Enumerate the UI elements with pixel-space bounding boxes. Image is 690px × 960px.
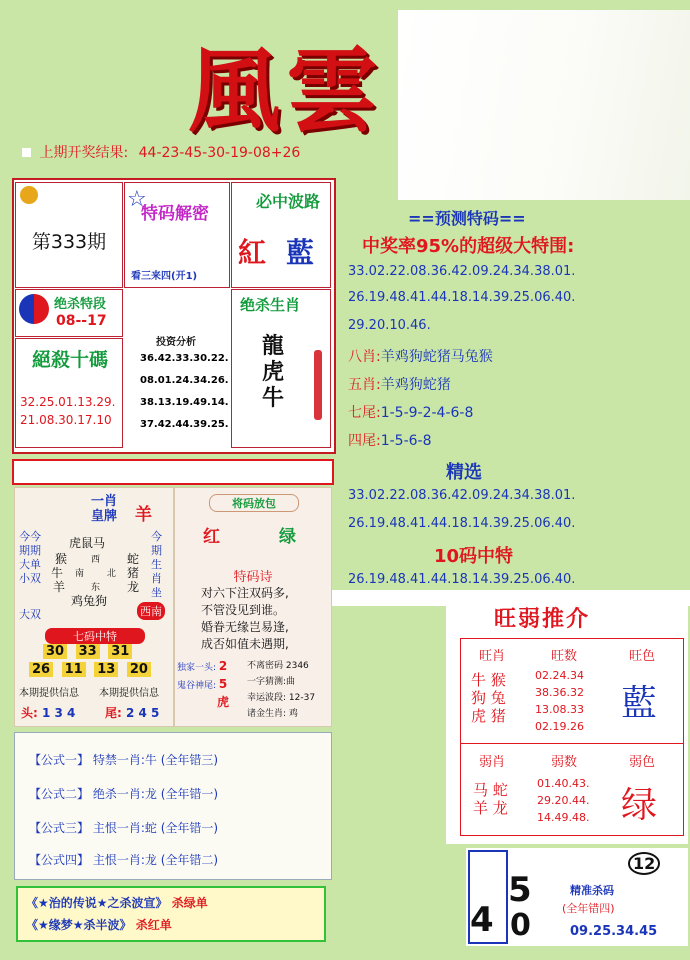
bullet-icon: [22, 148, 31, 157]
yixiao-left-1: 今今: [19, 530, 41, 543]
predict-row-3: 29.20.10.46.: [348, 318, 431, 333]
yixiao-block: [14, 487, 174, 727]
wang-nums: 02.24.34 38.36.32 13.08.33 02.19.26: [535, 669, 584, 733]
jiangma-right-1: 不离密码 2346: [247, 661, 309, 671]
jueshatd-title: 绝杀特段: [54, 297, 107, 312]
tm10-title: 10码中特: [434, 546, 514, 567]
wheel-l1: 猴: [55, 552, 68, 566]
ruo-header-3: 弱色: [629, 755, 656, 770]
shengxiao-animals: 龍虎牛: [262, 334, 285, 411]
ruo-animals: 马 蛇 羊 龙: [473, 781, 508, 817]
issue-badge-icon: [20, 186, 38, 204]
touzi-title: 投资分析: [156, 337, 196, 348]
jiangma-right: [247, 658, 315, 722]
yixiao-bottom-left: 大双: [19, 608, 41, 621]
bizhong-title: 必中波路: [256, 192, 321, 211]
predict-extra-4: 四尾:1-5-6-8: [348, 433, 432, 449]
result-numbers: 44-23-45-30-19-08+26: [138, 145, 301, 161]
wheel-r3: 龙: [127, 580, 140, 594]
wangruo-divider: [461, 743, 683, 744]
touzi-row-3: 38.13.19.49.14.: [140, 397, 229, 408]
bottom-box: [16, 886, 326, 942]
yixiao-right-3: 生: [151, 558, 162, 571]
shima-row-1: 32.25.01.13.29.: [20, 395, 116, 409]
shengxiao-cell: [231, 289, 331, 448]
predict-extra-1: 八肖:羊鸡狗蛇猪马兔猴: [348, 349, 493, 365]
bottom-line-1: 《★治的传说★之杀波宣》 杀绿单: [26, 896, 208, 910]
tou-label: 头:: [21, 706, 38, 720]
qima-title: 七码中特: [45, 628, 145, 644]
touzi-row-1: 36.42.33.30.22.: [140, 353, 229, 364]
poem-line-3: 婚眷无缘岂易逢,: [201, 620, 289, 634]
shima-cell: [15, 338, 123, 448]
predict-subtitle: 中奖率95%的超级大特围:: [362, 236, 575, 257]
qima-row-1: [43, 644, 132, 659]
wang-animals: 牛 猴 狗 兔 虎 猪: [471, 671, 506, 725]
qima-row-2: [29, 662, 151, 677]
ruo-header-1: 弱肖: [479, 755, 506, 770]
jiangma-right-4: 诸金生肖: 鸡: [247, 709, 298, 719]
jingzhun-nums: 09.25.34.45: [570, 924, 658, 939]
predict-row-1: 33.02.22.08.36.42.09.24.34.38.01.: [348, 264, 576, 279]
yixiao-right-1: 今: [151, 530, 162, 543]
wheel-l3: 羊: [53, 580, 66, 594]
jiangma-right-3: 幸运波段: 12-37: [247, 693, 316, 703]
jiangma-left-2: 鬼谷神尾: 5: [177, 677, 228, 691]
yixiao-left-2: 期期: [19, 544, 41, 557]
bizhong-red: 紅: [238, 236, 267, 269]
jiangma-right-2: 一字猜测:曲: [247, 677, 296, 687]
formula-block: [14, 732, 332, 880]
wang-header-2: 旺数: [551, 649, 578, 664]
result-bar: [22, 142, 300, 162]
decor-smear: [398, 10, 690, 200]
qima-num: 26: [29, 662, 53, 677]
tema-hint: 看三来四(开1): [131, 271, 198, 282]
wang-header-1: 旺肖: [479, 649, 506, 664]
jingzhun-note: (全年错四): [562, 902, 615, 915]
wangruo-table: [460, 638, 684, 836]
big-digit-1: 5: [508, 870, 532, 910]
poem-title: 特码诗: [233, 570, 273, 585]
qima-num: 11: [62, 662, 86, 677]
jx-row-1: 33.02.22.08.36.42.09.24.34.38.01.: [348, 488, 576, 503]
wheel-bottom: 鸡兔狗: [71, 594, 108, 608]
bottom-line-2: 《★缘梦★杀半波》 杀红单: [26, 918, 172, 932]
star-icon: ☆: [127, 187, 147, 212]
qima-num: 33: [76, 644, 100, 659]
touzi-row-2: 08.01.24.34.26.: [140, 375, 229, 386]
ruo-header-2: 弱数: [551, 755, 578, 770]
poem-line-2: 不管没见到谁。: [201, 603, 286, 617]
jueshatd-value: 08--17: [56, 313, 107, 329]
yixiao-bottom-right: 西南: [137, 602, 165, 620]
lantern-icon: [314, 350, 322, 420]
predict-title: ==预测特码==: [408, 209, 526, 228]
wheel-l2: 牛: [51, 566, 64, 580]
wheel-r1: 蛇: [127, 552, 140, 566]
qima-num: 31: [108, 644, 132, 659]
wheel-south: 南: [75, 569, 85, 579]
tou-info: [21, 704, 75, 721]
yixiao-left-col: [19, 530, 41, 586]
yixiao-right-2: 期: [151, 544, 162, 557]
yixiao-title: 一肖皇牌: [91, 494, 118, 524]
jiangma-green: 绿: [279, 527, 296, 547]
ruo-color: 绿: [621, 785, 658, 826]
jingzhun-title: 精准杀码: [570, 884, 614, 897]
shengxiao-title: 绝杀生肖: [240, 296, 301, 314]
bizhong-blue: 藍: [286, 236, 315, 269]
yixiao-wheel: [49, 534, 145, 606]
tou-value: 1 3 4: [42, 706, 76, 720]
formula-row-4: 【公式四】 主恨一肖:龙 (全年错二): [29, 853, 219, 867]
wheel-top: 虎鼠马: [69, 536, 106, 550]
wheel-north: 北: [107, 569, 117, 579]
wang-header-3: 旺色: [629, 649, 656, 664]
qima-num: 13: [94, 662, 118, 677]
wei-info: [105, 704, 159, 721]
jiangma-left: [177, 658, 229, 712]
yixiao-right-col: [151, 530, 162, 600]
poem-line-1: 对六下注双码多,: [201, 586, 289, 600]
tm10-row: 26.19.48.41.44.18.14.39.25.06.40.: [348, 572, 576, 587]
shima-title: 絕殺十碼: [32, 349, 109, 371]
yixiao-right-4: 肖: [151, 572, 162, 585]
wei-label: 尾:: [105, 706, 122, 720]
issue-cell: [15, 182, 123, 288]
jiangma-left-1: 独家一头: 2: [177, 659, 228, 673]
big-digit-2: 4: [470, 900, 494, 940]
qima-num: 20: [127, 662, 151, 677]
wang-color: 藍: [621, 683, 658, 724]
ruo-nums: 01.40.43. 29.20.44. 14.49.48.: [537, 777, 590, 824]
touzi-row-4: 37.42.44.39.25.: [140, 419, 229, 430]
formula-row-3: 【公式三】 主恨一肖:蛇 (全年错一): [29, 821, 219, 835]
badge-icon: 12: [628, 852, 660, 875]
jiangma-red: 红: [203, 527, 220, 547]
logo: [12, 10, 398, 145]
predict-extra-2: 五肖:羊鸡狗蛇猪: [348, 377, 451, 393]
bizhong-cell: [231, 182, 331, 288]
jiangma-title: 将码放包: [209, 494, 299, 512]
tema-cell: [124, 182, 230, 288]
wangruo-block: [446, 594, 688, 844]
jx-row-2: 26.19.48.41.44.18.14.39.25.06.40.: [348, 516, 576, 531]
info-label-1: 本期提供信息: [19, 688, 79, 699]
wheel-west: 西: [91, 555, 101, 565]
big-digit-3: 0: [510, 908, 531, 943]
formula-row-2: 【公式二】 绝杀一肖:龙 (全年错一): [29, 787, 219, 801]
jingzhun-block: [466, 848, 688, 946]
tema-title: 特码解密: [141, 204, 209, 224]
touzi-cell: [124, 289, 228, 446]
formula-row-1: 【公式一】 特禁一肖:牛 (全年错三): [29, 753, 219, 767]
yixiao-left-3: 大单: [19, 558, 41, 571]
info-label-2: 本期提供信息: [99, 688, 159, 699]
predict-extra-3: 七尾:1-5-9-2-4-6-8: [348, 405, 474, 421]
yinyang-icon: [19, 294, 49, 324]
jueshatd-cell: [15, 289, 123, 337]
wheel-east: 东: [91, 583, 101, 593]
qima-num: 30: [43, 644, 67, 659]
poem-line-4: 成否如值未遇期,: [201, 637, 289, 651]
divider-bar: [12, 459, 334, 485]
issue-label: 第333期: [31, 231, 107, 253]
wei-value: 2 4 5: [126, 706, 160, 720]
wangruo-title: 旺弱推介: [494, 607, 591, 632]
shima-row-2: 21.08.30.17.10: [20, 413, 112, 427]
jx-title: 精选: [446, 462, 482, 483]
yixiao-right-5: 坐: [151, 586, 162, 599]
jiangma-block: [174, 487, 332, 727]
predict-row-2: 26.19.48.41.44.18.14.39.25.06.40.: [348, 290, 576, 305]
wheel-r2: 猪: [127, 566, 140, 580]
jiangma-left-3: 虎: [217, 695, 230, 709]
yixiao-tag: 羊: [135, 505, 152, 525]
result-label: 上期开奖结果:: [39, 145, 129, 161]
yixiao-left-4: 小双: [19, 572, 41, 585]
logo-text: 風雲: [188, 37, 385, 145]
